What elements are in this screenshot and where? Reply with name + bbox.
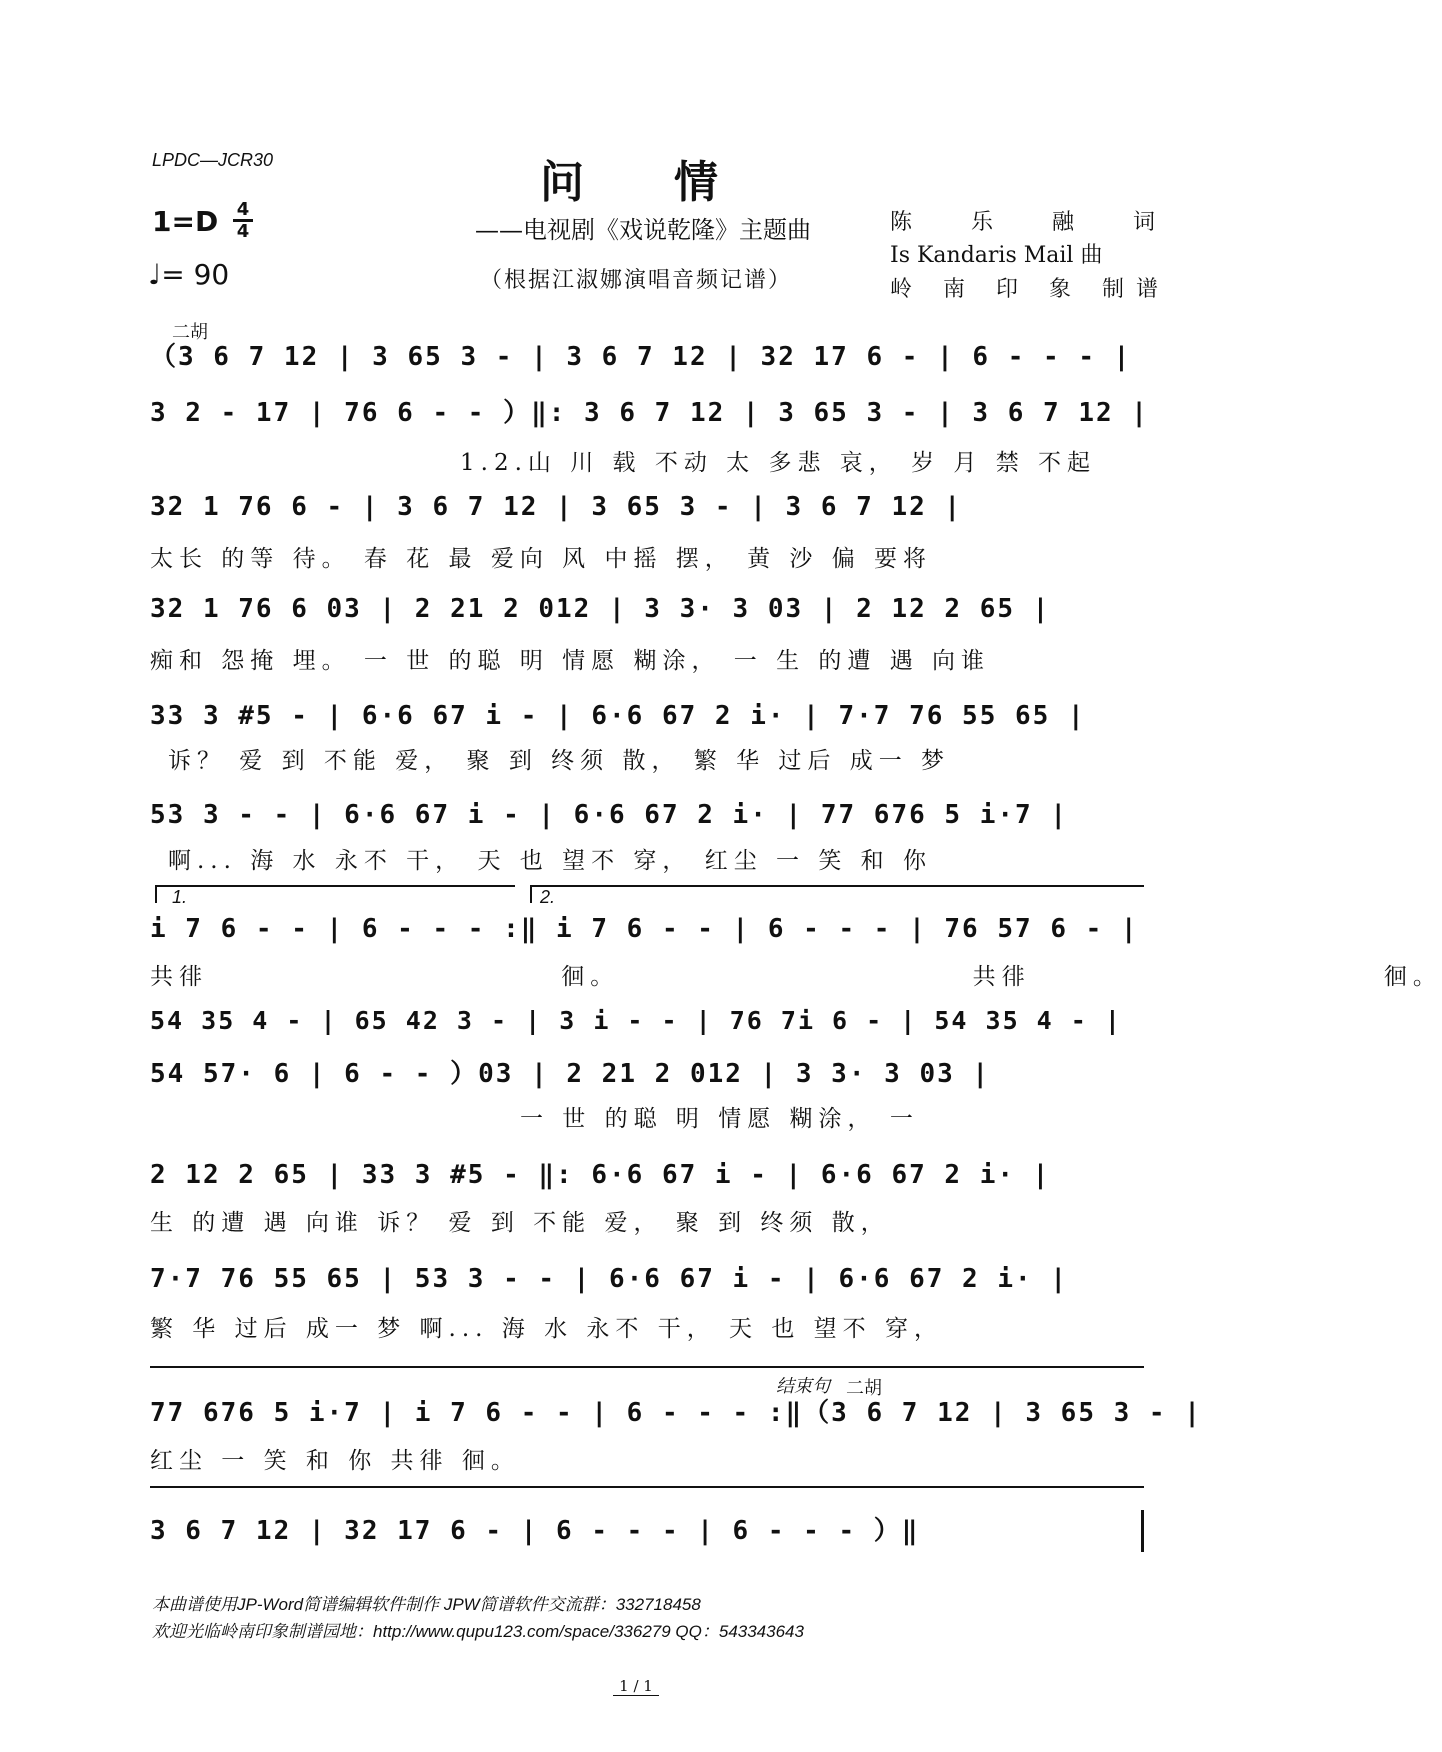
volta-label-2: 2. (540, 887, 556, 907)
lyric-line-9: 繁 华 过后 成一 梦 啊... 海 水 永不 干， 天 也 望不 穿， (150, 1316, 943, 1342)
key-signature: 1=D (152, 205, 219, 238)
time-signature-bottom: 4 (236, 221, 250, 242)
score-row-5: 33 3 #5 - | 6·6 67 i - | 6·6 67 2 i· | 7·7 76 55 65 | (150, 701, 1086, 731)
volta-bracket-1 (155, 885, 515, 903)
lyric-line-2: 太长 的等 待。 春 花 最 爱向 风 中摇 摆， 黄 沙 偏 要将 (150, 546, 933, 572)
score-row-8: 54 35 4 - | 65 42 3 - | 3 i - - | 76 7i 6 - | 54 35 4 - | (150, 1006, 1122, 1035)
volta-label-1: 1. (172, 887, 188, 907)
lyric-line-5: 啊... 海 水 永不 干， 天 也 望不 穿， 红尘 一 笑 和 你 (168, 848, 932, 874)
source-note: （根据江淑娜演唱音频记谱） (480, 268, 793, 293)
credit-score: 岭 南 印 象 制谱 (890, 277, 1170, 302)
lyric-line-10: 红尘 一 笑 和 你 共徘 徊。 (150, 1448, 520, 1474)
subtitle: ——电视剧《戏说乾隆》主题曲 (475, 216, 811, 244)
page-number-text: 1 / 1 (613, 1677, 659, 1696)
tempo-marking: ♩= 90 (148, 258, 230, 291)
score-code: LPDC—JCR30 (152, 150, 274, 170)
lyric-line-3: 痴和 怨掩 埋。 一 世 的聪 明 情愿 糊涂， 一 生 的遭 遇 向谁 (150, 648, 991, 674)
ending-instrument-label: 二胡 (846, 1378, 882, 1399)
lyric-line-7: 一 世 的聪 明 情愿 糊涂， 一 (520, 1106, 919, 1132)
credit-music: Is Kandaris Mail 曲 (890, 243, 1103, 268)
lyric-line-4: 诉？ 爱 到 不能 爱， 聚 到 终须 散， 繁 华 过后 成一 梦 (168, 748, 951, 774)
lyric-line-6: 共徘 徊。 共徘 徊。 (150, 964, 1442, 990)
score-row-1: （3 6 7 12 | 3 65 3 - | 3 6 7 12 | 32 17 6 - | 6 - - - | (150, 342, 1132, 372)
footer-line-2: 欢迎光临岭南印象制谱园地：http://www.qupu123.com/space/336279 QQ：543343643 (152, 1622, 804, 1641)
score-row-7: i 7 6 - - | 6 - - - :‖ i 7 6 - - | 6 - - - | 76 57 6 - | (150, 914, 1139, 944)
song-title: 问情 (540, 157, 808, 208)
page-number (0, 1677, 1272, 1695)
intro-instrument-label: 二胡 (172, 322, 208, 343)
lyric-line-1: 1.2.山 川 载 不动 太 多悲 哀， 岁 月 禁 不起 (460, 450, 1096, 476)
time-signature-top: 4 (236, 199, 250, 220)
lyric-line-8: 生 的遭 遇 向谁 诉？ 爱 到 不能 爱， 聚 到 终须 散， (150, 1210, 890, 1236)
ending-label: 结束句 (776, 1376, 830, 1396)
score-row-10: 2 12 2 65 | 33 3 #5 - ‖: 6·6 67 i - | 6·6 67 2 i· | (150, 1160, 1051, 1190)
score-row-2: 3 2 - 17 | 76 6 - - ）‖: 3 6 7 12 | 3 65 3 - | 3 6 7 12 | (150, 398, 1149, 428)
score-row-3: 32 1 76 6 - | 3 6 7 12 | 3 65 3 - | 3 6 7 12 | (150, 492, 963, 522)
footer-line-1: 本曲谱使用JP-Word简谱编辑软件制作 JPW简谱软件交流群：332718458 (152, 1595, 701, 1614)
time-signature (232, 200, 254, 241)
final-barline (1141, 1510, 1144, 1552)
score-row-4: 32 1 76 6 03 | 2 21 2 012 | 3 3· 3 03 | 2 12 2 65 | (150, 594, 1051, 624)
score-row-13: 3 6 7 12 | 32 17 6 - | 6 - - - | 6 - - - ）‖ (150, 1516, 920, 1546)
final-system-line (150, 1486, 1144, 1488)
score-row-12: 77 676 5 i·7 | i 7 6 - - | 6 - - - :‖（3 6 7 12 | 3 65 3 - | (150, 1398, 1202, 1428)
score-row-9: 54 57· 6 | 6 - - ）03 | 2 21 2 012 | 3 3· 3 03 | (150, 1059, 991, 1089)
score-row-11: 7·7 76 55 65 | 53 3 - - | 6·6 67 i - | 6·6 67 2 i· | (150, 1264, 1068, 1294)
credit-lyrics: 陈 乐 融 词 (890, 210, 1181, 235)
score-row-6: 53 3 - - | 6·6 67 i - | 6·6 67 2 i· | 77 676 5 i·7 | (150, 800, 1068, 830)
ending-line (150, 1366, 1144, 1368)
volta-bracket-2 (530, 885, 1144, 903)
